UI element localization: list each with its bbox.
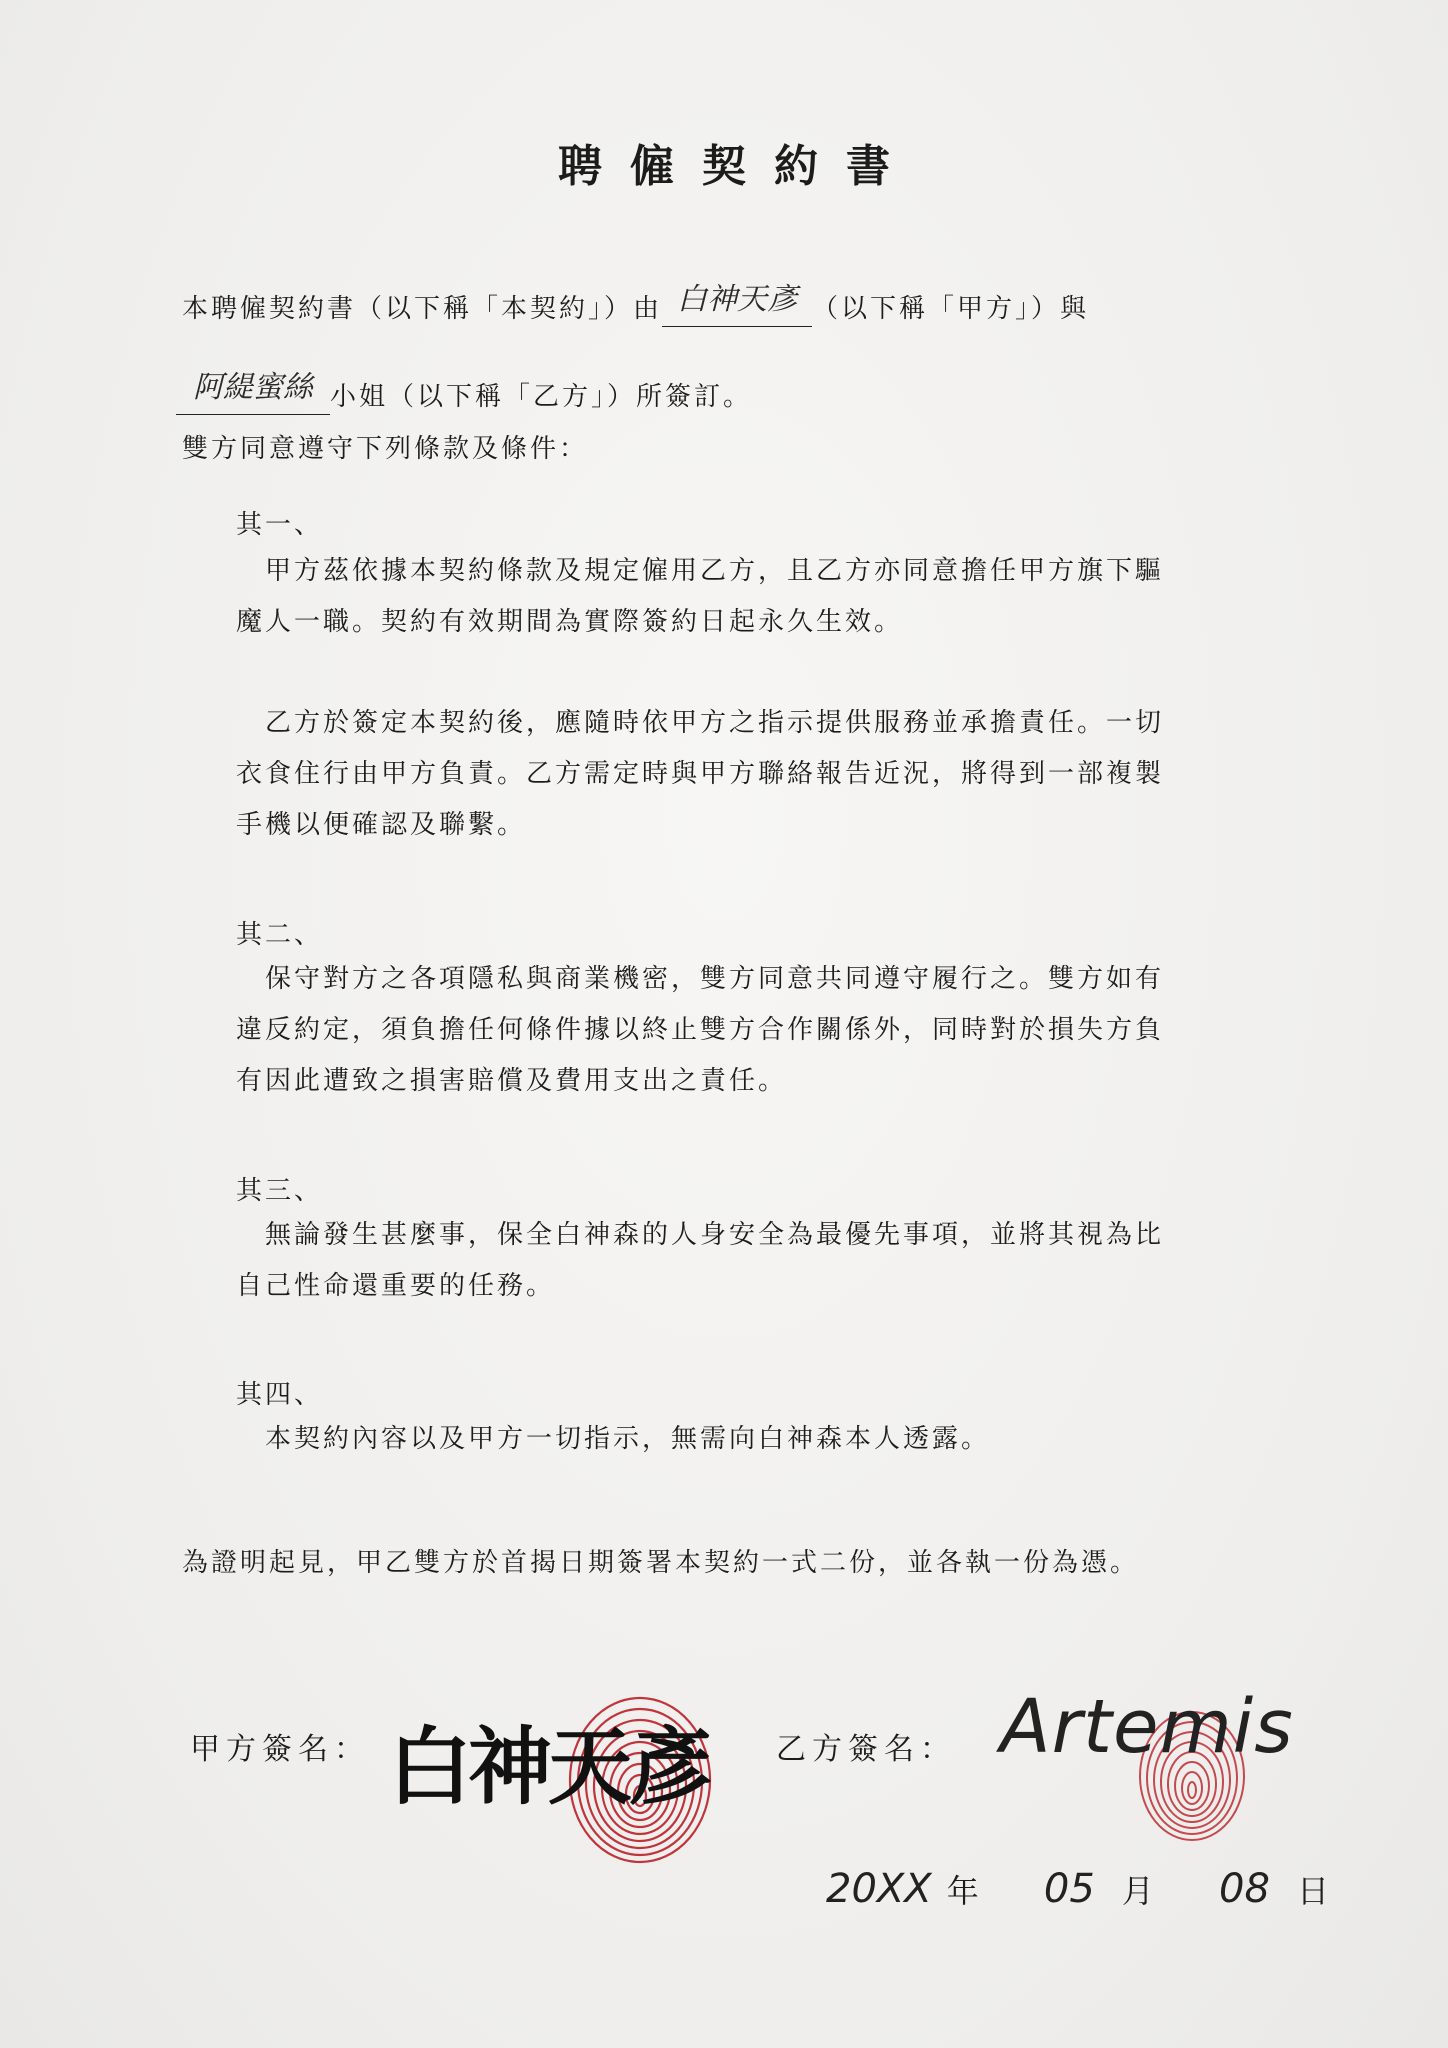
- document-title: 聘僱契約書: [558, 141, 918, 192]
- party-b-name-field: [176, 370, 330, 415]
- date-year-unit: 年: [946, 1872, 979, 1910]
- clause-4-heading: 其四、: [236, 1380, 324, 1410]
- date-day: 08: [1219, 1866, 1270, 1912]
- clause-3-paragraph-1: 無論發生甚麼事，保全白神森的人身安全為最優先事項，並將其視為比自己性命還重要的任務。: [236, 1220, 1165, 1301]
- party-b-signature-label: 乙方簽名：: [776, 1732, 956, 1767]
- party-b-signature: Artemis: [1000, 1684, 1294, 1770]
- clause-4-paragraph-1: 本契約內容以及甲方一切指示，無需向白神森本人透露。: [236, 1424, 991, 1454]
- clause-1-paragraph-2: 乙方於簽定本契約後，應隨時依甲方之指示提供服務並承擔責任。一切衣食住行由甲方負責。乙方需定時與甲方聯絡報告近況，將得到一部複製手機以便確認及聯繫。: [236, 708, 1165, 840]
- date-month: 05: [1043, 1866, 1095, 1912]
- date-day-unit: 日: [1297, 1872, 1330, 1910]
- intro-line-1: [182, 282, 1089, 327]
- intro-line-1-prefix: 本聘僱契約書（以下稱「本契約」）由: [182, 294, 663, 324]
- intro-line-3: 雙方同意遵守下列條款及條件：: [182, 434, 589, 464]
- party-a-name-field: [662, 282, 812, 327]
- party-a-name-handwritten: 白神天彥: [677, 282, 798, 317]
- intro-line-2-suffix: 小姐（以下稱「乙方」）所簽訂。: [330, 382, 753, 412]
- intro-line-2: [176, 370, 752, 415]
- closing-statement: 為證明起見，甲乙雙方於首揭日期簽署本契約一式二份，並各執一份為憑。: [182, 1548, 1140, 1578]
- clause-1-paragraph-1: 甲方茲依據本契約條款及規定僱用乙方，且乙方亦同意擔任甲方旗下驅魔人一職。契約有效期間為實際簽約日起永久生效。: [236, 556, 1165, 637]
- party-a-signature: 白神天彥: [388, 1717, 709, 1816]
- party-a-signature-label: 甲方簽名：: [190, 1732, 370, 1767]
- date-year: 20XX: [826, 1866, 932, 1912]
- clause-3-heading: 其三、: [236, 1176, 324, 1206]
- party-b-name-handwritten: 阿緹蜜絲: [193, 370, 313, 405]
- intro-line-1-suffix: （以下稱「甲方」）與: [812, 294, 1090, 324]
- clause-2-heading: 其二、: [236, 920, 324, 950]
- clause-1-heading: 其一、: [236, 510, 324, 540]
- clause-2-paragraph-1: 保守對方之各項隱私與商業機密，雙方同意共同遵守履行之。雙方如有違反約定，須負擔任何條件據以終止雙方合作關係外，同時對於損失方負有因此遭致之損害賠償及費用支出之責任。: [236, 964, 1165, 1096]
- date-month-unit: 月: [1121, 1872, 1154, 1910]
- signing-date: [826, 1866, 1329, 1912]
